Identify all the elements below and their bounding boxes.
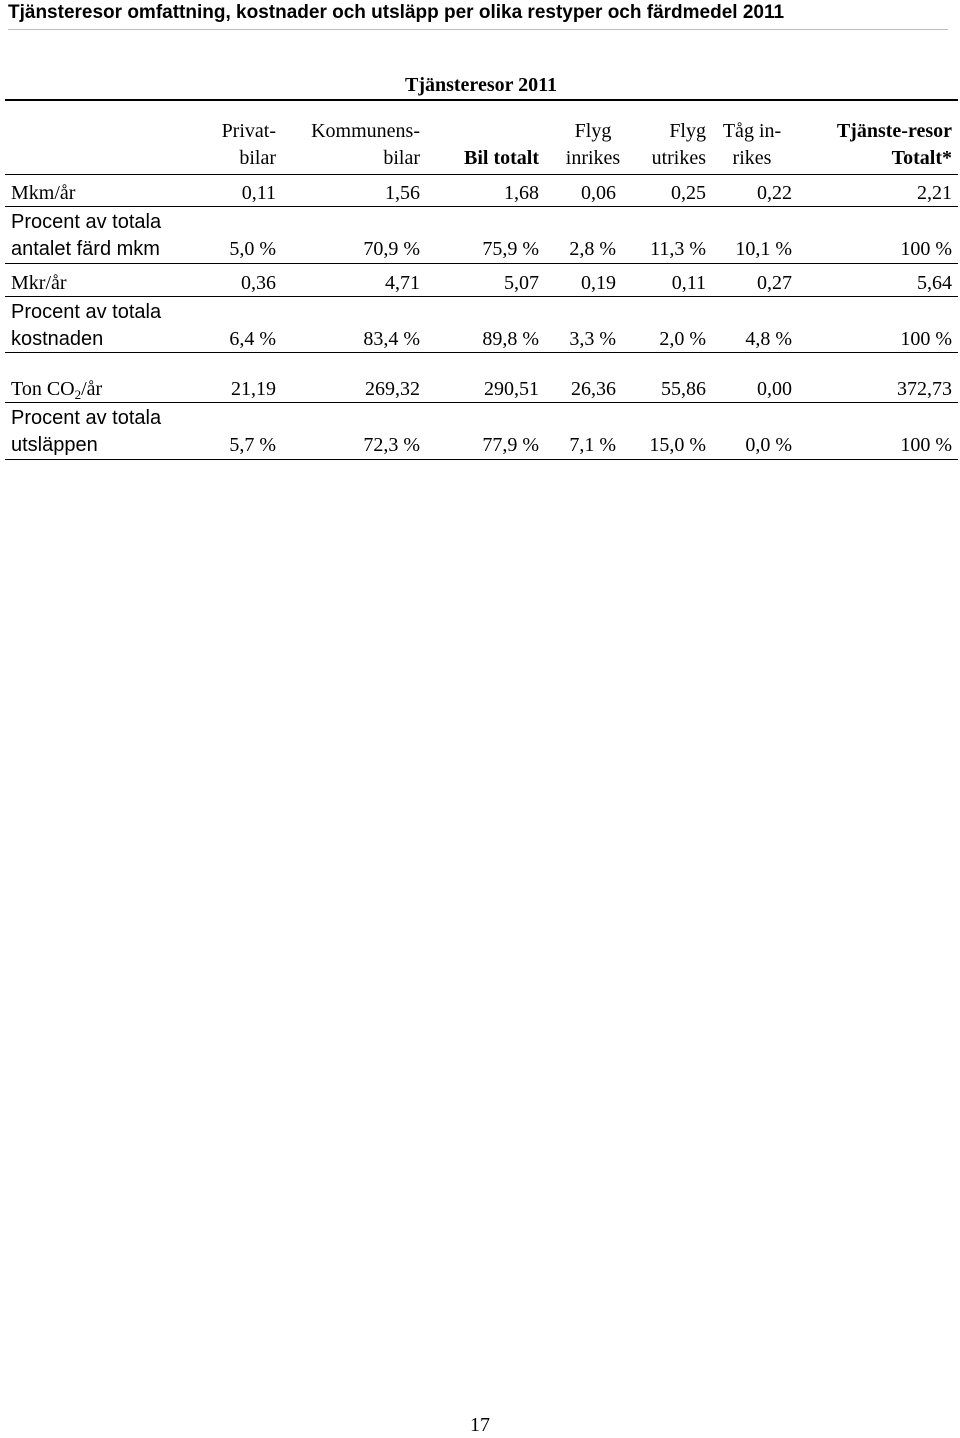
- col-header-tag-inrikes-line2: rikes: [732, 147, 772, 169]
- row-label-co2-prefix: Ton CO: [11, 378, 75, 400]
- row-label-procent-utslapp-line1: Procent av totala: [11, 407, 162, 429]
- cell-procent-mkm-tag-inrikes: 10,1 %: [735, 238, 792, 260]
- cell-mkm-tag-inrikes: 0,22: [757, 182, 792, 204]
- row-rule-4: [5, 402, 958, 403]
- cell-procent-utslapp-bil-totalt: 77,9 %: [482, 434, 539, 456]
- cell-procent-mkm-privatbilar: 5,0 %: [229, 238, 276, 260]
- cell-co2-totalt: 372,73: [897, 378, 952, 400]
- document-title: Tjänsteresor omfattning, kostnader och utsläpp per olika restyper och färdmedel 2011: [8, 0, 948, 30]
- cell-procent-mkm-bil-totalt: 75,9 %: [482, 238, 539, 260]
- col-header-tjansteresor-line1: Tjänste-resor: [836, 120, 952, 142]
- col-header-tag-inrikes-line1: Tåg in-: [722, 120, 782, 142]
- cell-co2-bil-totalt: 290,51: [484, 378, 539, 400]
- cell-procent-mkm-kommunensbilar: 70,9 %: [363, 238, 420, 260]
- col-header-flyg-utrikes-line2: utrikes: [651, 147, 706, 169]
- row-label-procent-mkm-line2: antalet färd mkm: [11, 238, 160, 260]
- col-header-kommunensbilar-line1: Kommunens-: [311, 120, 420, 142]
- cell-mkr-privatbilar: 0,36: [241, 272, 276, 294]
- row-label-procent-kostnad-line2: kostnaden: [11, 328, 104, 350]
- cell-procent-kostnad-totalt: 100 %: [900, 328, 952, 350]
- cell-procent-utslapp-privatbilar: 5,7 %: [229, 434, 276, 456]
- cell-co2-tag-inrikes: 0,00: [757, 378, 792, 400]
- cell-mkr-bil-totalt: 5,07: [504, 272, 539, 294]
- col-header-tjansteresor-line2: Totalt*: [891, 147, 952, 169]
- col-header-privatbilar-line2: bilar: [239, 147, 276, 169]
- cell-mkr-flyg-utrikes: 0,11: [671, 272, 706, 294]
- cell-mkr-flyg-inrikes: 0,19: [581, 272, 616, 294]
- cell-procent-mkm-flyg-inrikes: 2,8 %: [569, 238, 616, 260]
- cell-mkm-flyg-utrikes: 0,25: [671, 182, 706, 204]
- cell-mkr-kommunensbilar: 4,71: [385, 272, 420, 294]
- cell-procent-kostnad-flyg-utrikes: 2,0 %: [659, 328, 706, 350]
- cell-mkr-totalt: 5,64: [917, 272, 952, 294]
- cell-procent-kostnad-bil-totalt: 89,8 %: [482, 328, 539, 350]
- row-rule-3: [5, 352, 958, 353]
- cell-mkr-tag-inrikes: 0,27: [757, 272, 792, 294]
- cell-procent-utslapp-flyg-inrikes: 7,1 %: [569, 434, 616, 456]
- cell-co2-kommunensbilar: 269,32: [365, 378, 420, 400]
- col-header-flyg-utrikes-line1: Flyg: [669, 120, 706, 142]
- page-number: 17: [470, 1414, 490, 1436]
- row-label-procent-kostnad-line1: Procent av totala: [11, 301, 162, 323]
- row-label-procent-mkm-line1: Procent av totala: [11, 211, 162, 233]
- col-header-privatbilar-line1: Privat-: [221, 120, 276, 142]
- row-label-co2-suffix: /år: [81, 378, 103, 400]
- header-bottom-rule: [5, 174, 958, 175]
- row-label-co2-subscript: 2: [74, 387, 82, 402]
- cell-procent-kostnad-kommunensbilar: 83,4 %: [363, 328, 420, 350]
- table-bottom-rule: [5, 459, 958, 460]
- cell-procent-kostnad-privatbilar: 6,4 %: [229, 328, 276, 350]
- cell-procent-mkm-flyg-utrikes: 11,3 %: [650, 238, 706, 260]
- cell-mkm-bil-totalt: 1,68: [504, 182, 539, 204]
- cell-co2-privatbilar: 21,19: [231, 378, 276, 400]
- col-header-flyg-inrikes-line1: Flyg: [574, 120, 612, 142]
- table-top-rule: [5, 99, 958, 101]
- cell-mkm-kommunensbilar: 1,56: [385, 182, 420, 204]
- cell-mkm-totalt: 2,21: [917, 182, 952, 204]
- cell-procent-kostnad-flyg-inrikes: 3,3 %: [569, 328, 616, 350]
- cell-procent-utslapp-flyg-utrikes: 15,0 %: [649, 434, 706, 456]
- row-label-mkr: Mkr/år: [11, 272, 67, 294]
- col-header-kommunensbilar-line2: bilar: [383, 147, 420, 169]
- cell-procent-utslapp-totalt: 100 %: [900, 434, 952, 456]
- cell-mkm-privatbilar: 0,11: [241, 182, 276, 204]
- cell-co2-flyg-inrikes: 26,36: [571, 378, 616, 400]
- cell-procent-utslapp-tag-inrikes: 0,0 %: [745, 434, 792, 456]
- row-rule-1: [5, 263, 958, 264]
- col-header-flyg-inrikes-line2: inrikes: [565, 147, 621, 169]
- row-label-mkm: Mkm/år: [11, 182, 76, 204]
- col-header-bil-totalt: Bil totalt: [464, 147, 539, 169]
- row-rule-2: [5, 296, 958, 297]
- cell-mkm-flyg-inrikes: 0,06: [581, 182, 616, 204]
- cell-procent-utslapp-kommunensbilar: 72,3 %: [363, 434, 420, 456]
- row-label-co2: [11, 376, 102, 402]
- cell-procent-mkm-totalt: 100 %: [900, 238, 952, 260]
- row-rule-0: [5, 206, 958, 207]
- cell-co2-flyg-utrikes: 55,86: [661, 378, 706, 400]
- cell-procent-kostnad-tag-inrikes: 4,8 %: [745, 328, 792, 350]
- table-title: Tjänsteresor 2011: [404, 74, 558, 96]
- row-label-procent-utslapp-line2: utsläppen: [11, 434, 98, 456]
